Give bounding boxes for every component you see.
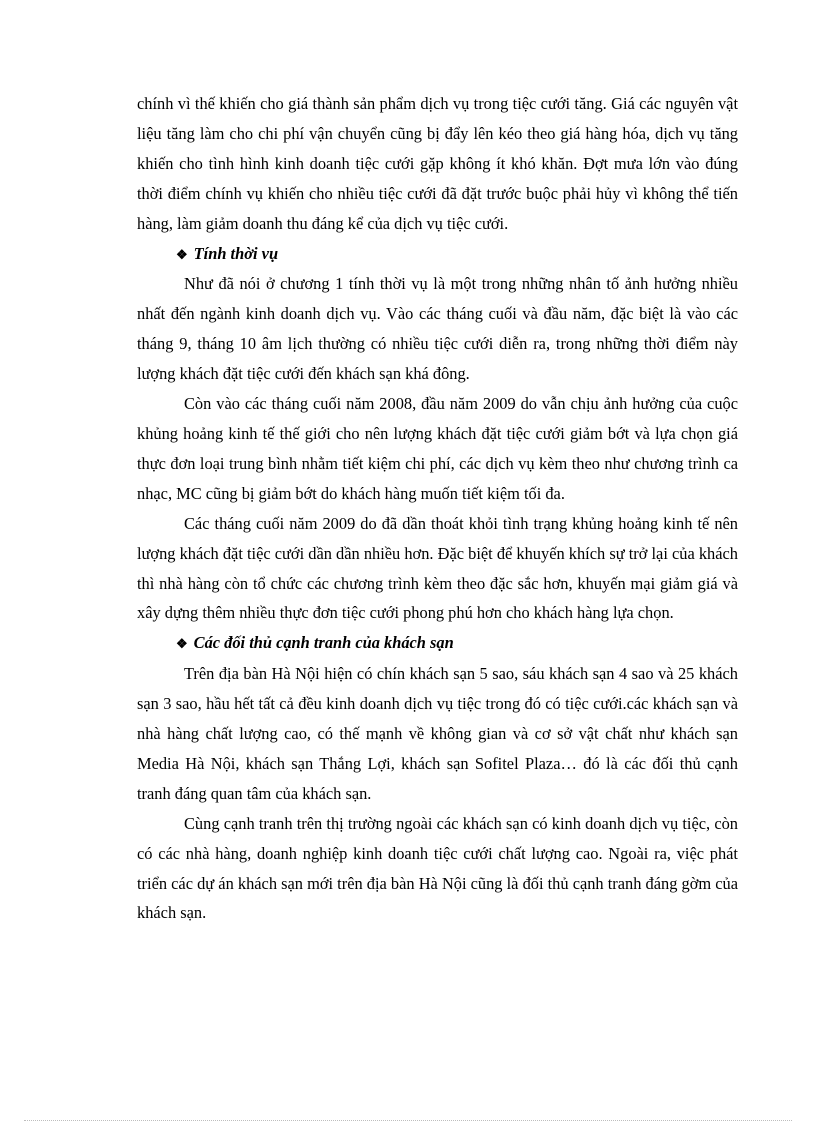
diamond-bullet-icon: ❖ [176,246,188,262]
paragraph-competitors-1: Trên địa bàn Hà Nội hiện có chín khách sạn 5 sao, sáu khách sạn 4 sao và 25 khách sạn 3 sao, hầu hết tất cả đều kinh doanh dịch vụ tiệc trong đó có tiệc cưới.các khách sạn và nhà hàng chất lượng cao, có thế mạnh về không gian và cơ sở vật chất như khách sạn Media Hà Nội, khách sạn Thắng Lợi, khách sạn Sofitel Plaza… đó là các đối thủ cạnh tranh đáng quan tâm của khách sạn. [137,664,738,803]
paragraph-competitors-2: Cùng cạnh tranh trên thị trường ngoài các khách sạn có kinh doanh dịch vụ tiệc, còn có các nhà hàng, doanh nghiệp kinh doanh tiệc cưới chất lượng cao. Ngoài ra, việc phát triển các dự án khách sạn mới trên địa bàn Hà Nội cũng là đối thủ cạnh tranh đáng gờm của khách sạn. [137,813,738,923]
paragraph-seasonal-3: Các tháng cuối năm 2009 do đã dần thoát khỏi tình trạng khủng hoảng kinh tế nên lượng khách đặt tiệc cưới dần dần nhiều hơn. Đặc biệt để khuyến khích sự trở lại của khách thì nhà hàng còn tổ chức các chương trình kèm theo đặc sắc hơn, khuyến mại giảm giá và xây dựng thêm nhiều thực đơn tiệc cưới phong phú hơn cho khách hàng lựa chọn. [137,513,738,623]
paragraph-seasonal-2: Còn vào các tháng cuối năm 2008, đầu năm 2009 do vẫn chịu ảnh hưởng của cuộc khủng hoảng kinh tế thế giới cho nên lượng khách đặt tiệc cưới giảm bớt và lựa chọn giá thực đơn loại trung bình nhằm tiết kiệm chi phí, các dịch vụ kèm theo như chương trình ca nhạc, MC cũng bị giảm bớt do khách hàng muốn tiết kiệm tối đa. [137,394,738,503]
paragraph-continued: chính vì thế khiến cho giá thành sản phẩm dịch vụ trong tiệc cưới tăng. Giá các nguyên vật liệu tăng làm cho chi phí vận chuyển cũng bị đẩy lên kéo theo giá hàng hóa, dịch vụ tăng khiến cho tình hình kinh doanh tiệc cưới gặp không ít khó khăn. Đợt mưa lớn vào đúng thời điểm chính vụ khiến cho nhiều tiệc cưới đã đặt trước buộc phải hủy vì không thể tiến hàng, làm giảm doanh thu đáng kể của dịch vụ tiệc cưới. [137,94,738,233]
heading-competitors-label: Các đối thủ cạnh tranh của khách sạn [193,633,454,653]
diamond-bullet-icon: ❖ [176,636,188,652]
paragraph-seasonal-1: Như đã nói ở chương 1 tính thời vụ là một trong những nhân tố ảnh hưởng nhiều nhất đến ngành kinh doanh dịch vụ. Vào các tháng cuối và đầu năm, đặc biệt là vào các tháng 9, tháng 10 âm lịch thường có nhiều tiệc cưới diễn ra, trong những thời điểm này lượng khách đặt tiệc cưới đến khách sạn khá đông. [137,274,738,384]
document-body [137,89,738,928]
heading-competitors [137,628,738,659]
heading-seasonality-label: Tính thời vụ [193,243,279,263]
heading-seasonality [137,239,738,270]
page-bottom-divider [24,1120,792,1121]
